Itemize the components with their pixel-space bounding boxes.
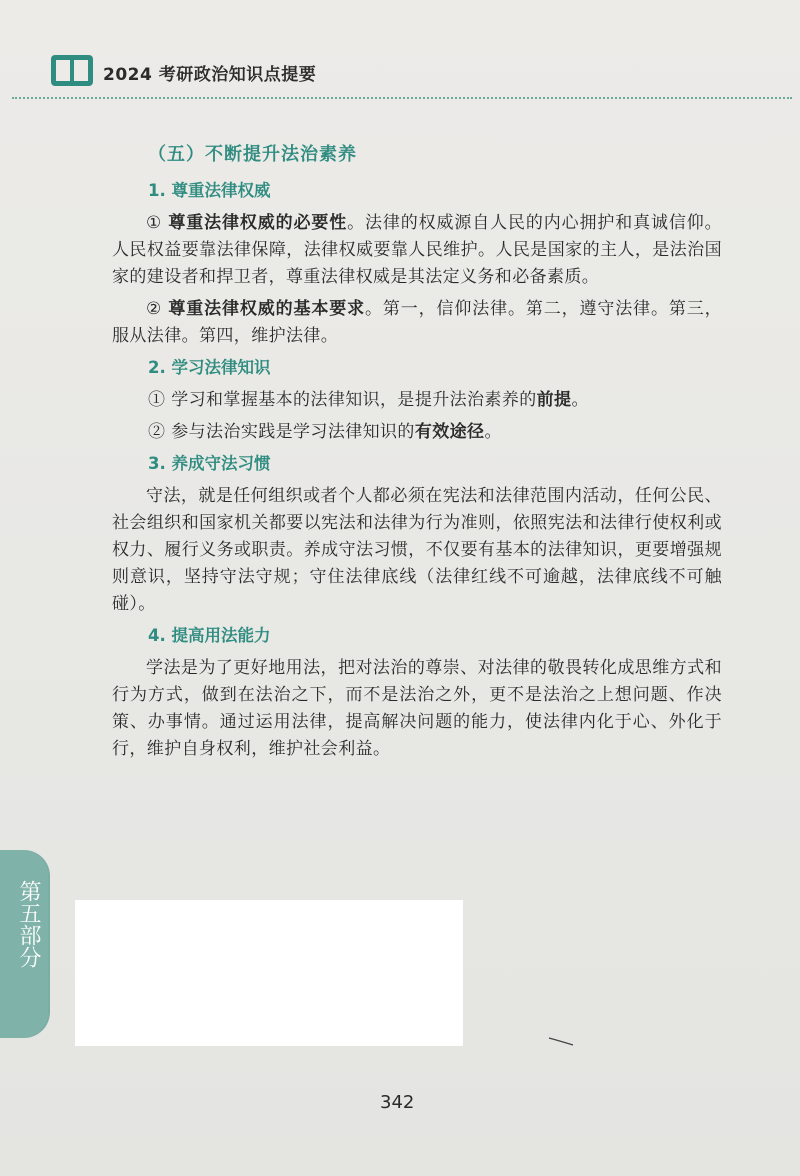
bold-term: 前提 <box>536 390 572 410</box>
part-side-tab <box>0 850 50 1038</box>
open-book-icon <box>50 52 94 88</box>
list-item: ② 参与法治实践是学习法律知识的有效途径。 <box>148 422 502 442</box>
subsection-title-1: 1. 尊重法律权威 <box>148 181 271 200</box>
page-number: 342 <box>380 1092 415 1113</box>
header-divider <box>12 97 792 99</box>
page-content <box>112 140 722 768</box>
list-item: ① 学习和掌握基本的法律知识，是提升法治素养的前提。 <box>148 390 589 410</box>
paragraph-requirements: ② 尊重法律权威的基本要求。第一，信仰法律。第二，遵守法律。第三，服从法律。第四，维护法律。 <box>112 299 723 346</box>
subsection-title-4: 4. 提高用法能力 <box>148 626 271 645</box>
paragraph-necessity: ① 尊重法律权威的必要性。法律的权威源自人民的内心拥护和真诚信仰。人民权益要靠法律保障，法律权威要靠人民维护。人民是国家的主人，是法治国家的建设者和捍卫者，尊重法律权威是其法定义务和必备素质。 <box>112 213 723 287</box>
header-title: 2024 考研政治知识点提要 <box>103 65 317 85</box>
bold-term: 尊重法律权威的基本要求 <box>168 299 366 319</box>
bold-term: 尊重法律权威的必要性 <box>168 213 348 233</box>
paragraph-law-abiding: 守法，就是任何组织或者个人都必须在宪法和法律范围内活动，任何公民、社会组织和国家机关都要以宪法和法律为行为准则，依照宪法和法律行使权利或权力、履行义务或职责。养成守法习惯，不仅要有基本的法律知识，更要增强规则意识，坚持守法守规；守住法律底线（法律红线不可逾越，法律底线不可触碰）。 <box>112 486 722 614</box>
subsection-title-2: 2. 学习法律知识 <box>148 358 271 377</box>
paragraph-apply-law: 学法是为了更好地用法，把对法治的尊崇、对法律的敬畏转化成思维方式和行为方式，做到在法治之下，而不是法治之外，更不是法治之上想问题、作决策、办事情。通过运用法律，提高解决问题的能力，使法律内化于心、外化于行，维护自身权利，维护社会利益。 <box>112 658 722 759</box>
pen-mark <box>548 1036 574 1046</box>
subsection-title-3: 3. 养成守法习惯 <box>148 454 271 473</box>
side-tab-label: 第五部分 <box>16 880 41 968</box>
section-title: （五）不断提升法治素养 <box>148 144 357 165</box>
bold-term: 有效途径 <box>414 422 485 442</box>
blank-white-patch <box>75 900 463 1046</box>
